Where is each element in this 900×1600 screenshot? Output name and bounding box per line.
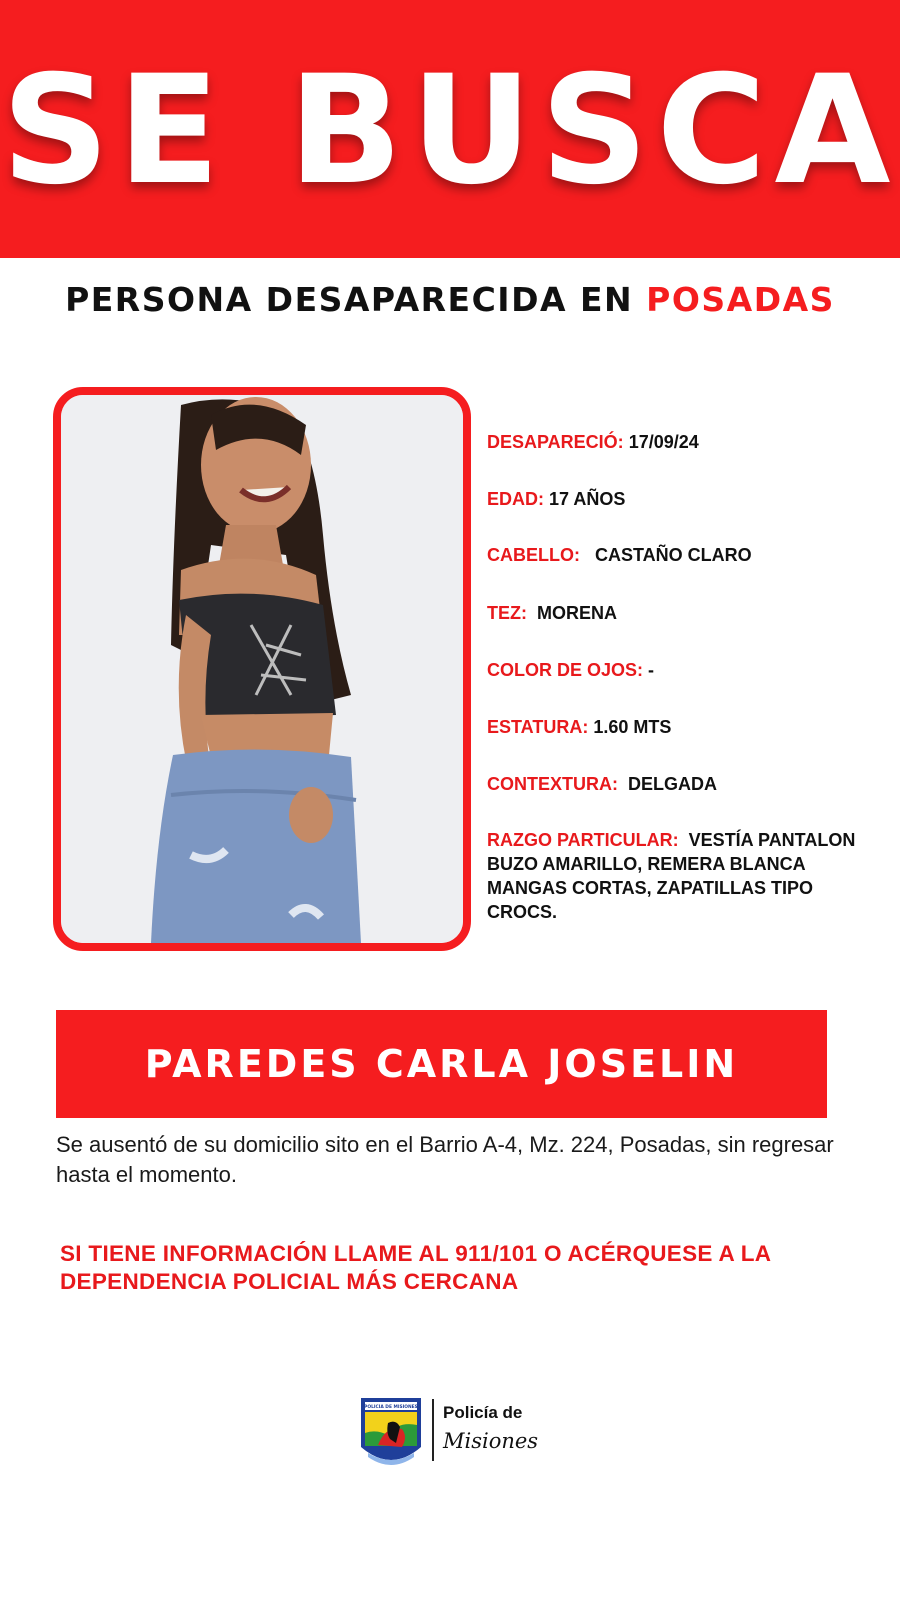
logo-divider [432,1399,434,1461]
detail-label: CONTEXTURA: [487,774,618,794]
disappearance-description: Se ausentó de su domicilio sito en el Barrio A-4, Mz. 224, Posadas, sin regresar hasta el momento. [56,1132,834,1187]
person-name: PAREDES CARLA JOSELIN [144,1042,739,1086]
detail-label: TEZ: [487,603,527,623]
detail-hair [487,543,887,567]
shield-text: POLICIA DE MISIONES [364,1405,418,1410]
poster-title: SE BUSCA [1,44,899,218]
detail-label: EDAD: [487,489,544,509]
detail-value: 17 AÑOS [549,489,626,509]
detail-value: 1.60 MTS [593,717,672,737]
missing-person-photo [53,387,471,951]
poster-subtitle [0,276,900,324]
logo-text-line1: Policía de [443,1403,523,1422]
detail-disappeared [487,430,887,454]
detail-complexion [487,601,887,625]
subtitle-prefix: PERSONA DESAPARECIDA EN [65,280,647,319]
detail-label: COLOR DE OJOS: [487,660,644,680]
police-shield-icon [358,1395,424,1473]
subtitle-city: POSADAS [646,280,835,319]
detail-height [487,715,887,739]
detail-value: DELGADA [628,774,718,794]
detail-value: VESTÍA PANTALON BUZO AMARILLO, REMERA BLANCA MANGAS CORTAS, ZAPATILLAS TIPO CROCS. [487,830,856,922]
contact-instructions: SI TIENE INFORMACIÓN LLAME AL 911/101 O ACÉRQUESE A LA DEPENDENCIA POLICIAL MÁS CERCANA [60,1241,771,1294]
detail-value: CASTAÑO CLARO [595,545,752,565]
detail-distinctive-features [487,828,887,924]
name-banner [56,1010,827,1118]
person-silhouette-icon [61,395,463,943]
detail-value: 17/09/24 [628,432,699,452]
logo-text-line2: Misiones [443,1429,539,1453]
detail-label: DESAPARECIÓ: [487,432,624,452]
detail-eye-color [487,658,887,682]
detail-age [487,487,887,511]
detail-label: RAZGO PARTICULAR: [487,830,679,850]
police-logo [358,1395,558,1475]
detail-label: ESTATURA: [487,717,589,737]
detail-label: CABELLO: [487,545,580,565]
header-banner [0,0,900,258]
detail-value: MORENA [537,603,618,623]
detail-value: - [648,660,655,680]
detail-build [487,772,887,796]
